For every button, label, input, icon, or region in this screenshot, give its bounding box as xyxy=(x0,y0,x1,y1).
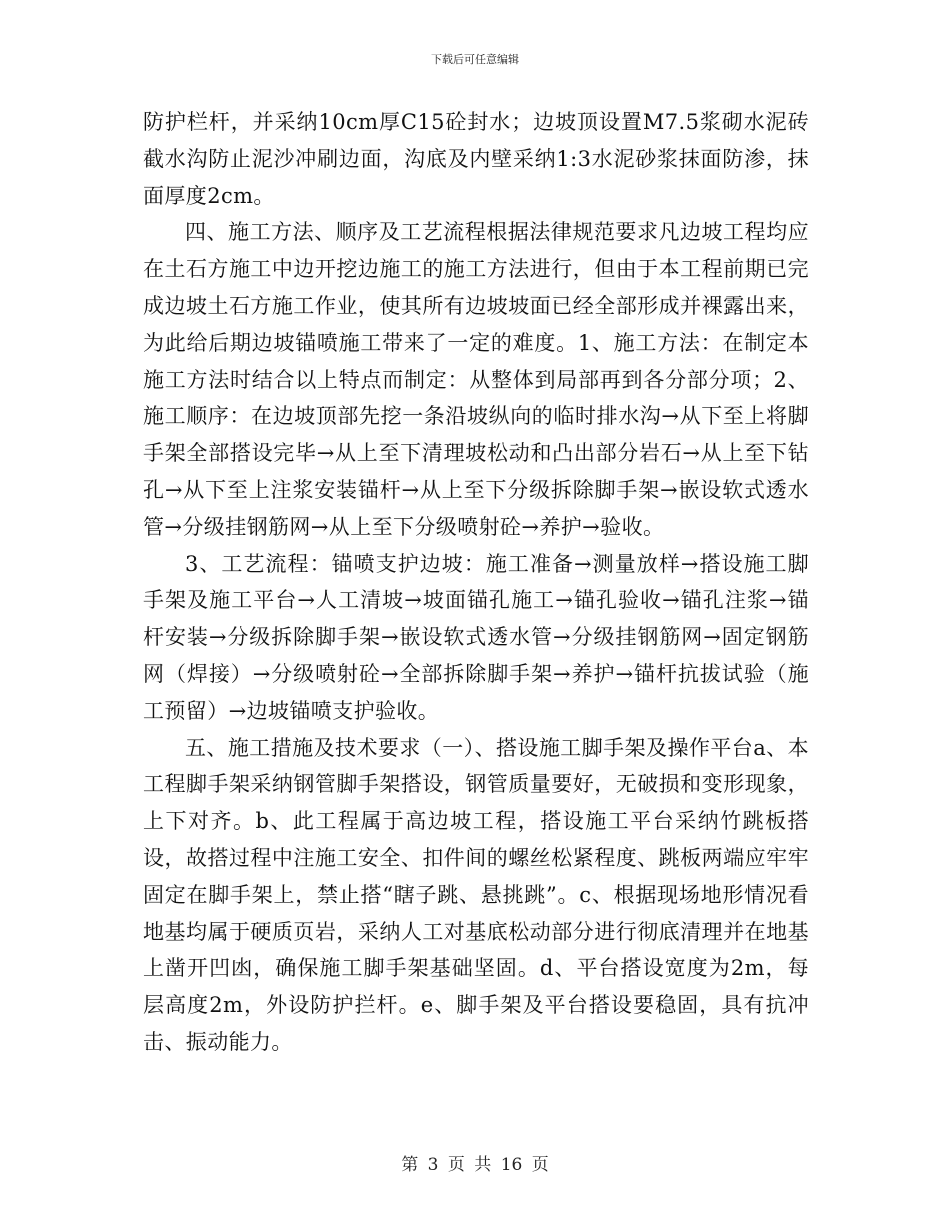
page-header: 下载后可任意编辑 xyxy=(431,53,519,66)
page-footer: 第 3 页 共 16 页 xyxy=(401,1155,549,1175)
paragraph-continuation: 防护栏杆，并采纳10cm厚C15砼封水；边坡顶设置M7.5浆砌水泥砖截水沟防止泥沙冲刷边面，沟底及内壁采纳1:3水泥砂浆抹面防渗，抹面厚度2cm。 xyxy=(143,110,809,208)
paragraph-technical-requirements: 五、施工措施及技术要求（一）、搭设施工脚手架及操作平台a、本工程脚手架采纳钢管脚手架搭设，钢管质量要好，无破损和变形现象，上下对齐。b、此工程属于高边坡工程，搭设施工平台采纳竹跳板搭设，故搭过程中注施工安全、扣件间的螺丝松紧程度、跳板两端应牢牢固定在脚手架上，禁止搭“瞎子跳、悬挑跳”。c、根据现场地形情况看地基均属于硬质页岩，采纳人工对基底松动部分进行彻底清理并在地基上凿开凹凼，确保施工脚手架基础坚固。d、平台搭设宽度为2m，每层高度2m，外设防护拦杆。e、脚手架及平台搭设要稳固，具有抗冲击、振动能力。 xyxy=(143,735,809,1054)
paragraph-construction-method: 四、施工方法、顺序及工艺流程根据法律规范要求凡边坡工程均应在土石方施工中边开挖边施工的施工方法进行，但由于本工程前期已完成边坡土石方施工作业，使其所有边坡坡面已经全部形成并裸露出来，为此给后期边坡锚喷施工带来了一定的难度。1、施工方法：在制定本施工方法时结合以上特点而制定：从整体到局部再到各分部分项；2、施工顺序：在边坡顶部先挖一条沿坡纵向的临时排水沟→从下至上将脚手架全部搭设完毕→从上至下清理坡松动和凸出部分岩石→从上至下钻孔→从下至上注浆安装锚杆→从上至下分级拆除脚手架→嵌设软式透水管→分级挂钢筋网→从上至下分级喷射砼→养护→验收。 xyxy=(143,220,809,539)
document-body xyxy=(143,104,809,1061)
paragraph-process-flow: 3、工艺流程：锚喷支护边坡：施工准备→测量放样→搭设施工脚手架及施工平台→人工清坡→坡面锚孔施工→锚孔验收→锚孔注浆→锚杆安装→分级拆除脚手架→嵌设软式透水管→分级挂钢筋网→固定钢筋网（焊接）→分级喷射砼→全部拆除脚手架→养护→锚杆抗拔试验（施工预留）→边坡锚喷支护验收。 xyxy=(143,551,809,723)
